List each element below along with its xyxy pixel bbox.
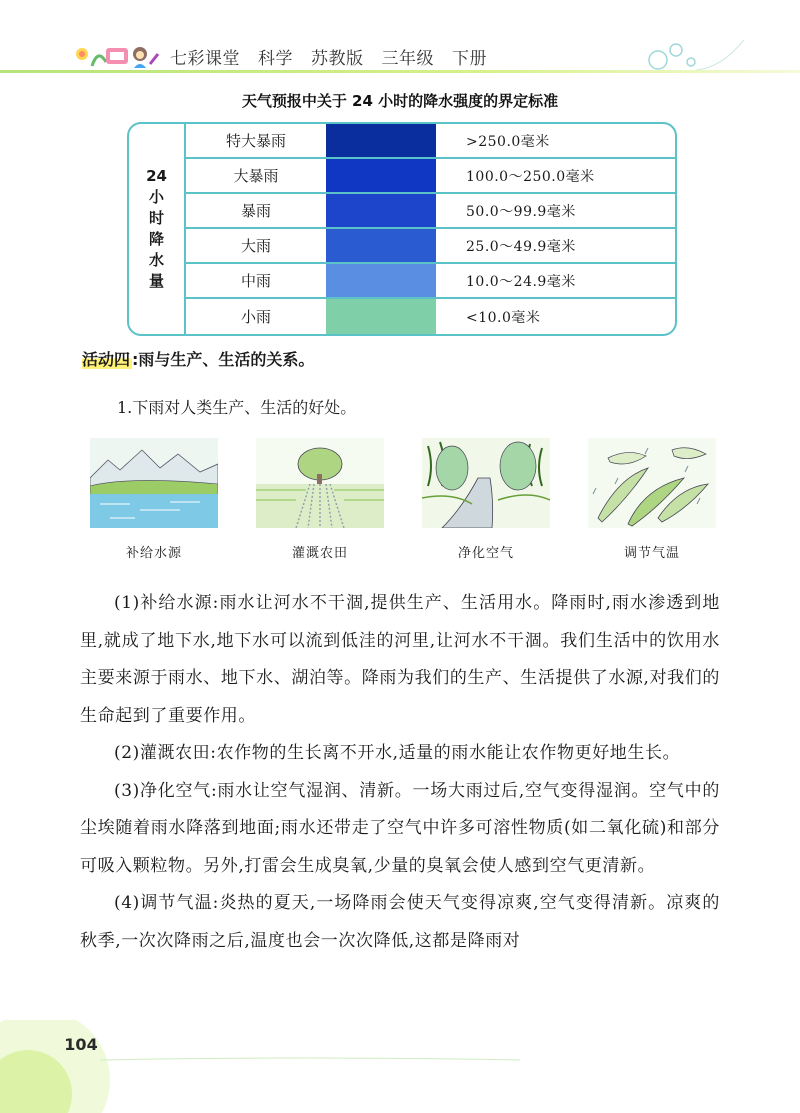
header-title (170, 44, 505, 69)
page-header (0, 0, 800, 92)
table-title: 天气预报中关于 24 小时的降水强度的界定标准 (241, 92, 559, 110)
paragraph: (2)灌溉农田:农作物的生长离不开水,适量的雨水能让农作物更好地生长。 (114, 743, 681, 763)
table-row (186, 157, 675, 192)
illustration-row (90, 438, 720, 568)
forest-path-icon (422, 438, 550, 528)
illustration (422, 438, 550, 528)
page-number: 104 (64, 1035, 98, 1054)
rain-name: 特大暴雨 (225, 132, 286, 150)
paragraph: (1)补给水源:雨水让河水不干涸,提供生产、生活用水。降雨时,雨水渗透到地里,就成了地下水,地下水可以流到低洼的河里,让河水不干涸。我们生活中的饮用水主要来源于雨水、地下水、湖泊等。降雨为我们的生产、生活提供了水源,对我们的生命起到了重要作用。 (80, 593, 720, 726)
header-item: 科学 (258, 49, 293, 69)
activity-heading (82, 347, 314, 370)
rain-range: 100.0～250.0毫米 (466, 168, 595, 185)
paragraph: (3)净化空气:雨水让空气湿润、清新。一场大雨过后,空气变得湿润。空气中的尘埃随着雨水降落到地面;雨水还带走了空气中许多可溶性物质(如二氧化硫)和部分可吸入颗粒物。另外,打雷会生成臭氧,少量的臭氧会使人感到空气更清新。 (80, 780, 720, 876)
illustration (588, 438, 716, 528)
kids-logo-icon (72, 40, 162, 74)
activity-heading-text: :雨与生产、生活的关系。 (132, 350, 315, 369)
table-row (186, 124, 675, 157)
table-row (186, 227, 675, 262)
illustration-caption: 调节气温 (623, 546, 680, 561)
rain-name: 暴雨 (240, 202, 271, 220)
activity-subheading: 1.下雨对人类生产、生活的好处。 (117, 398, 357, 417)
rain-name: 大暴雨 (233, 167, 279, 185)
header-item: 下册 (452, 49, 487, 69)
table-row (186, 192, 675, 227)
side-label-char: 时 (148, 209, 164, 227)
intensity-swatch (326, 159, 436, 192)
rain-range: 10.0～24.9毫米 (466, 273, 576, 290)
table-row (186, 297, 675, 334)
rain-range: >250.0毫米 (466, 133, 550, 150)
header-band (0, 70, 800, 73)
illustration-caption: 补给水源 (125, 546, 182, 561)
illustration (256, 438, 384, 528)
activity-heading-highlight: 活动四 (82, 350, 131, 369)
side-label-char: 量 (148, 272, 164, 290)
intensity-swatch (326, 194, 436, 227)
header-item: 三年级 (381, 49, 434, 69)
side-label-char: 降 (148, 230, 164, 248)
rain-name: 大雨 (240, 237, 271, 255)
illustration-caption: 灌溉农田 (291, 546, 348, 561)
body-text (80, 585, 720, 960)
leaves-rain-icon (588, 438, 716, 528)
side-label-char: 水 (148, 251, 164, 269)
rain-range: 50.0～99.9毫米 (466, 203, 576, 220)
intensity-swatch (326, 124, 436, 157)
field-tree-icon (256, 438, 384, 528)
side-label-char: 小 (148, 188, 164, 206)
rain-range: <10.0毫米 (466, 309, 541, 326)
rain-name: 小雨 (240, 308, 271, 326)
lake-mountain-icon (90, 438, 218, 528)
table-row (186, 262, 675, 297)
header-item: 苏教版 (311, 49, 364, 69)
header-item: 七彩课堂 (170, 49, 240, 69)
illustration-caption: 净化空气 (457, 546, 514, 561)
intensity-swatch (326, 299, 436, 334)
rain-range: 25.0～49.9毫米 (466, 238, 576, 255)
intensity-swatch (326, 264, 436, 297)
table-side-label (129, 124, 186, 334)
paragraph: (4)调节气温:炎热的夏天,一场降雨会使天气变得凉爽,空气变得清新。凉爽的秋季,一次次降雨之后,温度也会一次次降低,这都是降雨对 (80, 893, 720, 951)
footer-decoration-icon (0, 1020, 800, 1113)
side-label-char: 24 (146, 167, 167, 185)
table-rows (186, 124, 675, 334)
illustration (90, 438, 218, 528)
rain-intensity-table (127, 122, 677, 336)
intensity-swatch (326, 229, 436, 262)
rain-name: 中雨 (240, 272, 271, 290)
